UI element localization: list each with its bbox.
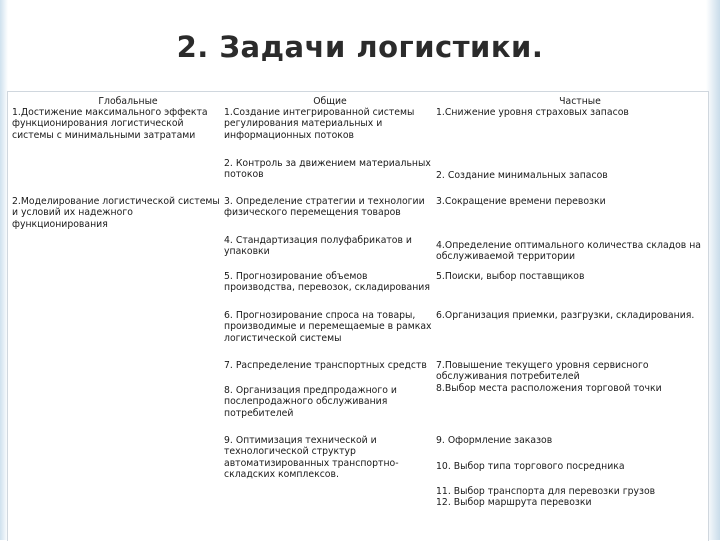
general-item-2: 2. Контроль за движением материальных потоков <box>224 158 431 181</box>
particular-item-10: 10. Выбор типа торгового посредника <box>436 461 625 472</box>
tasks-table <box>7 91 709 541</box>
general-item-5: 5. Прогнозирование объемов производства, перевозок, складирования <box>224 271 430 294</box>
particular-item-4: 4.Определение оптимального количества складов на обслуживаемой территории <box>436 240 701 263</box>
particular-item-6: 6.Организация приемки, разгрузки, складирования. <box>436 310 695 321</box>
particular-item-1: 1.Снижение уровня страховых запасов <box>436 107 629 118</box>
header-particular: Частные <box>559 96 601 107</box>
particular-item-5: 5.Поиски, выбор поставщиков <box>436 271 585 282</box>
general-item-9: 9. Оптимизация технической и технологической структур автоматизированных транспортно- складских комплексов. <box>224 435 399 481</box>
global-item-1: 1.Достижение максимального эффекта функционирования логистической системы с минимальными затратами <box>12 107 208 141</box>
general-item-6: 6. Прогнозирование спроса на товары, производимые и перемещаемые в рамках логистической системы <box>224 310 432 344</box>
particular-item-7-8: 7.Повышение текущего уровня сервисного обслуживания потребителей 8.Выбор места расположения торговой точки <box>436 360 662 394</box>
general-item-4: 4. Стандартизация полуфабрикатов и упаковки <box>224 235 412 258</box>
general-item-8: 8. Организация предпродажного и послепродажного обслуживания потребителей <box>224 385 397 419</box>
particular-item-2: 2. Создание минимальных запасов <box>436 170 608 181</box>
general-item-1: 1.Создание интегрированной системы регулирования материальных и информационных потоков <box>224 107 415 141</box>
header-general: Общие <box>313 96 347 107</box>
general-item-7: 7. Распределение транспортных средств <box>224 360 427 371</box>
global-item-2: 2.Моделирование логистической системы и условий их надежного функционирования <box>12 196 220 230</box>
particular-item-9: 9. Оформление заказов <box>436 435 553 446</box>
particular-item-3: 3.Сокращение времени перевозки <box>436 196 606 207</box>
general-item-3: 3. Определение стратегии и технологии физического перемещения товаров <box>224 196 425 219</box>
header-global: Глобальные <box>98 96 158 107</box>
particular-item-11-12: 11. Выбор транспорта для перевозки грузов 12. Выбор маршрута перевозки <box>436 486 656 509</box>
slide-title: 2. Задачи логистики. <box>176 30 544 64</box>
